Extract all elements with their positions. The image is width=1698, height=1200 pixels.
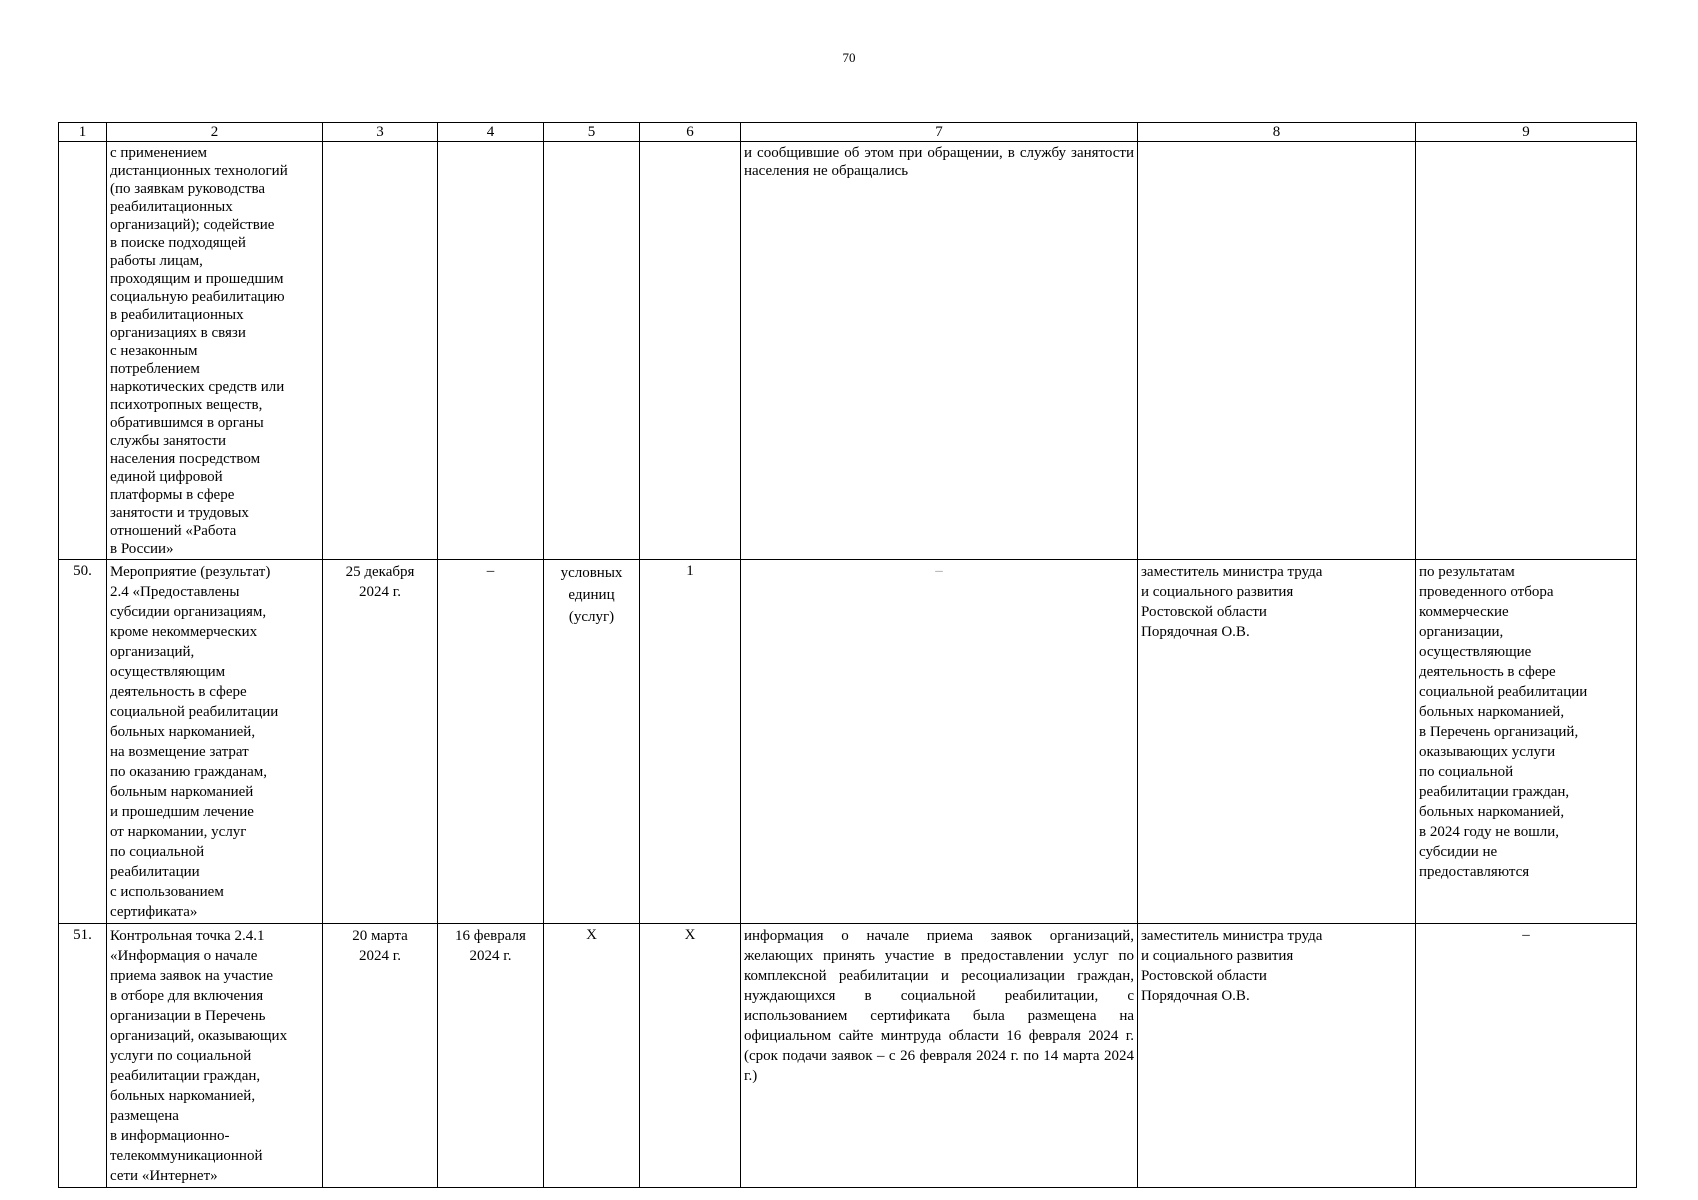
table-row [59,142,1637,560]
info: – [741,560,1138,924]
value [640,142,741,560]
report-table [58,122,1637,1188]
value: Х [640,924,741,1188]
column-header: 6 [640,123,741,142]
fact-date: 16 февраля 2024 г. [438,924,544,1188]
row-number: 51. [59,924,107,1188]
column-header: 1 [59,123,107,142]
column-header: 5 [544,123,640,142]
column-header: 8 [1138,123,1416,142]
plan-date [323,142,438,560]
responsible [1138,142,1416,560]
value: 1 [640,560,741,924]
responsible: заместитель министра труда и социального развития Ростовской области Порядочная О.В. [1138,560,1416,924]
measure-name: Контрольная точка 2.4.1 «Информация о начале приема заявок на участие в отборе для включения организации в Перечень организаций, оказывающих услуги по социальной реабилитации граждан, больных наркоманией, размещена в информационно- телекоммуникационной сети «Интернет» [107,924,323,1188]
measure-name: Мероприятие (результат) 2.4 «Предоставлены субсидии организациям, кроме некоммерческих организаций, осуществляющим деятельность в сфере социальной реабилитации больных наркоманией, на возмещение затрат по оказанию гражданам, больным наркоманией и прошедшим лечение от наркомании, услуг по социальной реабилитации с использованием сертификата» [107,560,323,924]
unit: условных единиц (услуг) [544,560,640,924]
note [1416,142,1637,560]
info: и сообщившие об этом при обращении, в службу занятости населения не обращались [741,142,1138,560]
unit: Х [544,924,640,1188]
table-row [59,560,1637,924]
fact-date: – [438,560,544,924]
plan-date: 25 декабря 2024 г. [323,560,438,924]
note: – [1416,924,1637,1188]
column-header: 7 [741,123,1138,142]
page-number: 70 [842,50,856,65]
header-row [59,123,1637,142]
row-number [59,142,107,560]
column-header: 9 [1416,123,1637,142]
fact-date [438,142,544,560]
row-number: 50. [59,560,107,924]
unit [544,142,640,560]
responsible: заместитель министра труда и социального развития Ростовской области Порядочная О.В. [1138,924,1416,1188]
table-row [59,924,1637,1188]
measure-name: с применением дистанционных технологий (по заявкам руководства реабилитационных организаций); содействие в поиске подходящей работы лицам, проходящим и прошедшим социальную реабилитацию в реабилитационных организациях в связи с незаконным потреблением наркотических средств или психотропных веществ, обратившимся в органы службы занятости населения посредством единой цифровой платформы в сфере занятости и трудовых отношений «Работа в России» [107,142,323,560]
column-header: 2 [107,123,323,142]
column-header: 3 [323,123,438,142]
column-header: 4 [438,123,544,142]
plan-date: 20 марта 2024 г. [323,924,438,1188]
note: по результатам проведенного отбора коммерческие организации, осуществляющие деятельность в сфере социальной реабилитации больных наркоманией, в Перечень организаций, оказывающих услуги по социальной реабилитации граждан, больных наркоманией, в 2024 году не вошли, субсидии не предоставляются [1416,560,1637,924]
info: информация о начале приема заявок организаций, желающих принять участие в предоставлении услуг по комплексной реабилитации и ресоциализации граждан, нуждающихся в социальной реабилитации, с использованием сертификата была размещена на официальном сайте минтруда области 16 февраля 2024 г. (срок подачи заявок – с 26 февраля 2024 г. по 14 марта 2024 г.) [741,924,1138,1188]
